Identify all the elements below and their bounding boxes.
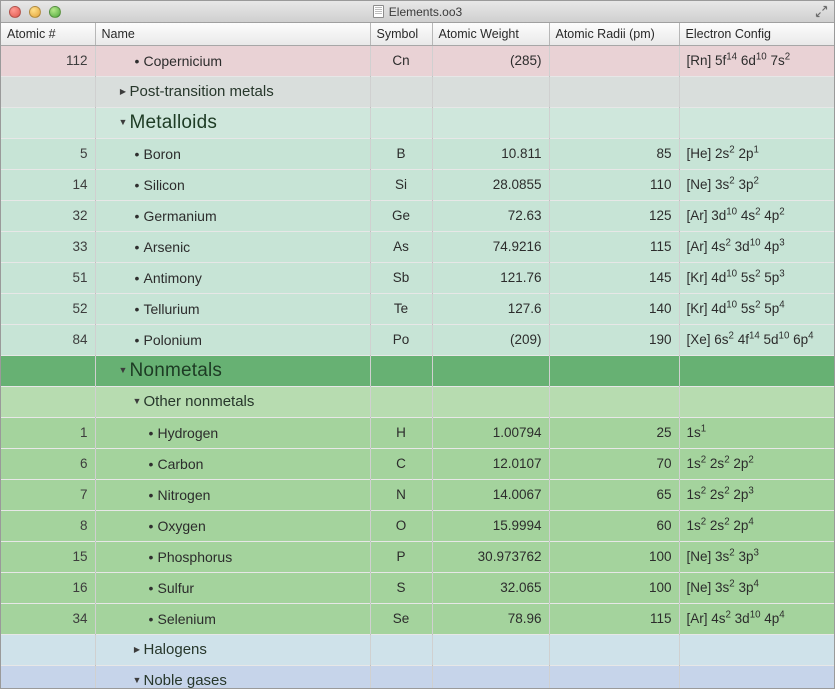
disclosure-triangle-expanded-icon[interactable] xyxy=(117,366,130,375)
cell-name[interactable] xyxy=(95,262,370,293)
bullet-icon xyxy=(145,459,158,468)
cell-atomic-radii[interactable] xyxy=(549,665,679,688)
cell-symbol[interactable]: H xyxy=(370,417,432,448)
cell-atomic-radii[interactable]: 190 xyxy=(549,324,679,355)
cell-electron-config[interactable]: [Ne] $3s^2$ $3p^4$ xyxy=(679,572,834,603)
cell-symbol[interactable]: Si xyxy=(370,169,432,200)
column-header-symbol[interactable]: Symbol xyxy=(370,23,432,45)
bullet-icon xyxy=(131,56,144,65)
cell-name[interactable] xyxy=(95,665,370,688)
cell-name[interactable] xyxy=(95,45,370,76)
bullet-icon xyxy=(145,490,158,499)
bullet-icon xyxy=(145,583,158,592)
cell-name[interactable] xyxy=(95,293,370,324)
cell-electron-config[interactable] xyxy=(679,107,834,138)
cell-symbol[interactable]: P xyxy=(370,541,432,572)
table-row[interactable] xyxy=(1,448,834,479)
column-header-atomic-weight[interactable]: Atomic Weight xyxy=(432,23,549,45)
bullet-icon xyxy=(131,242,144,251)
cell-electron-config[interactable]: [Kr] $4d^{10}$ $5s^2$ $5p^3$ xyxy=(679,262,834,293)
cell-atomic-weight[interactable] xyxy=(432,665,549,688)
bullet-icon xyxy=(131,180,144,189)
cell-symbol[interactable]: As xyxy=(370,231,432,262)
cell-atomic-weight[interactable]: 1.00794 xyxy=(432,417,549,448)
cell-atomic-weight[interactable]: 12.0107 xyxy=(432,448,549,479)
cell-atomic-radii[interactable] xyxy=(549,45,679,76)
cell-electron-config[interactable]: $1s^2$ $2s^2$ $2p^2$ xyxy=(679,448,834,479)
cell-atomic-weight[interactable]: 15.9994 xyxy=(432,510,549,541)
table-row[interactable] xyxy=(1,665,834,688)
cell-name[interactable] xyxy=(95,76,370,107)
cell-symbol[interactable] xyxy=(370,386,432,417)
cell-atomic-weight[interactable]: 72.63 xyxy=(432,200,549,231)
cell-name[interactable] xyxy=(95,355,370,386)
cell-symbol[interactable]: B xyxy=(370,138,432,169)
cell-atomic-weight[interactable]: 32.065 xyxy=(432,572,549,603)
cell-symbol[interactable]: Po xyxy=(370,324,432,355)
cell-atomic-radii[interactable] xyxy=(549,76,679,107)
cell-atomic-radii[interactable] xyxy=(549,355,679,386)
cell-symbol[interactable]: S xyxy=(370,572,432,603)
cell-electron-config[interactable]: [Ne] $3s^2$ $3p^3$ xyxy=(679,541,834,572)
bullet-icon xyxy=(131,335,144,344)
cell-atomic-number[interactable]: 8 xyxy=(1,510,95,541)
column-header-electron-config[interactable]: Electron Config xyxy=(679,23,834,45)
row-label: Sulfur xyxy=(157,579,195,596)
window-title: Elements.oo3 xyxy=(388,4,463,19)
cell-atomic-weight[interactable]: 30.973762 xyxy=(432,541,549,572)
cell-atomic-number[interactable]: 51 xyxy=(1,262,95,293)
outline-table-scroll-area[interactable] xyxy=(1,23,834,688)
cell-atomic-number[interactable] xyxy=(1,76,95,107)
cell-atomic-weight[interactable] xyxy=(432,355,549,386)
table-header-row xyxy=(1,23,834,45)
cell-electron-config[interactable]: $1s^2$ $2s^2$ $2p^3$ xyxy=(679,479,834,510)
table-row[interactable] xyxy=(1,324,834,355)
bullet-icon xyxy=(145,552,158,561)
cell-symbol[interactable] xyxy=(370,76,432,107)
zoom-button[interactable] xyxy=(49,6,61,18)
cell-atomic-radii[interactable]: 65 xyxy=(549,479,679,510)
cell-electron-config[interactable]: [Rn] $5f^{14}$ $6d^{10}$ $7s^2$ xyxy=(679,45,834,76)
cell-atomic-number[interactable]: 6 xyxy=(1,448,95,479)
cell-name[interactable] xyxy=(95,417,370,448)
cell-atomic-radii[interactable]: 85 xyxy=(549,138,679,169)
bullet-icon xyxy=(131,211,144,220)
cell-atomic-number[interactable] xyxy=(1,634,95,665)
row-label: Nonmetals xyxy=(129,359,223,381)
cell-symbol[interactable] xyxy=(370,355,432,386)
table-row[interactable] xyxy=(1,386,834,417)
table-row[interactable] xyxy=(1,510,834,541)
resize-handle-icon[interactable] xyxy=(815,5,828,18)
cell-electron-config[interactable] xyxy=(679,386,834,417)
cell-atomic-radii[interactable]: 70 xyxy=(549,448,679,479)
row-label: Silicon xyxy=(143,176,185,193)
cell-name[interactable] xyxy=(95,138,370,169)
table-row[interactable] xyxy=(1,200,834,231)
cell-atomic-number[interactable]: 34 xyxy=(1,603,95,634)
cell-atomic-number[interactable]: 1 xyxy=(1,417,95,448)
row-label: Nitrogen xyxy=(157,486,211,503)
cell-atomic-number[interactable] xyxy=(1,386,95,417)
cell-atomic-weight[interactable] xyxy=(432,107,549,138)
cell-atomic-radii[interactable]: 25 xyxy=(549,417,679,448)
cell-atomic-weight[interactable] xyxy=(432,76,549,107)
cell-name[interactable] xyxy=(95,107,370,138)
cell-electron-config[interactable]: [Xe] $6s^2$ $4f^{14}$ $5d^{10}$ $6p^4$ xyxy=(679,324,834,355)
disclosure-triangle-collapsed-icon[interactable] xyxy=(117,88,130,96)
table-row[interactable] xyxy=(1,572,834,603)
cell-electron-config[interactable]: [He] $2s^2$ $2p^1$ xyxy=(679,138,834,169)
bullet-icon xyxy=(145,614,158,623)
cell-atomic-number[interactable]: 32 xyxy=(1,200,95,231)
cell-symbol[interactable]: Sb xyxy=(370,262,432,293)
cell-atomic-number[interactable] xyxy=(1,665,95,688)
column-header-atomic-radii[interactable]: Atomic Radii (pm) xyxy=(549,23,679,45)
cell-name[interactable] xyxy=(95,510,370,541)
row-label: Tellurium xyxy=(143,300,200,317)
cell-name[interactable] xyxy=(95,572,370,603)
cell-atomic-number[interactable]: 7 xyxy=(1,479,95,510)
row-label: Arsenic xyxy=(143,238,191,255)
row-label: Copernicium xyxy=(143,52,223,69)
cell-electron-config[interactable]: [Ar] $3d^{10}$ $4s^2$ $4p^2$ xyxy=(679,200,834,231)
cell-atomic-weight[interactable]: 78.96 xyxy=(432,603,549,634)
cell-name[interactable] xyxy=(95,386,370,417)
cell-atomic-radii[interactable]: 140 xyxy=(549,293,679,324)
cell-symbol[interactable] xyxy=(370,665,432,688)
table-row[interactable] xyxy=(1,293,834,324)
cell-atomic-number[interactable]: 33 xyxy=(1,231,95,262)
row-label: Metalloids xyxy=(129,111,218,133)
cell-name[interactable] xyxy=(95,169,370,200)
bullet-icon xyxy=(131,304,144,313)
document-icon xyxy=(373,5,384,18)
outline-table xyxy=(1,23,834,688)
cell-name[interactable] xyxy=(95,541,370,572)
cell-atomic-weight[interactable] xyxy=(432,386,549,417)
title-bar[interactable] xyxy=(1,1,834,23)
cell-name[interactable] xyxy=(95,479,370,510)
row-label: Phosphorus xyxy=(157,548,233,565)
row-label: Hydrogen xyxy=(157,424,219,441)
cell-atomic-radii[interactable]: 100 xyxy=(549,541,679,572)
cell-electron-config[interactable] xyxy=(679,665,834,688)
cell-atomic-radii[interactable]: 125 xyxy=(549,200,679,231)
cell-symbol[interactable]: Cn xyxy=(370,45,432,76)
row-label: Halogens xyxy=(143,641,207,658)
table-row[interactable] xyxy=(1,76,834,107)
cell-electron-config[interactable]: $1s^1$ xyxy=(679,417,834,448)
column-header-atomic-number[interactable]: Atomic # xyxy=(1,23,95,45)
cell-symbol[interactable] xyxy=(370,107,432,138)
cell-atomic-radii[interactable]: 110 xyxy=(549,169,679,200)
window-controls[interactable] xyxy=(9,6,61,18)
cell-symbol[interactable]: Se xyxy=(370,603,432,634)
cell-atomic-weight[interactable]: 10.811 xyxy=(432,138,549,169)
cell-name[interactable] xyxy=(95,603,370,634)
cell-atomic-weight[interactable] xyxy=(432,634,549,665)
row-label: Antimony xyxy=(143,269,202,286)
row-label: Germanium xyxy=(143,207,217,224)
table-row[interactable] xyxy=(1,169,834,200)
cell-atomic-weight[interactable]: 121.76 xyxy=(432,262,549,293)
cell-atomic-weight[interactable]: 74.9216 xyxy=(432,231,549,262)
cell-atomic-radii[interactable]: 115 xyxy=(549,231,679,262)
cell-name[interactable] xyxy=(95,324,370,355)
cell-atomic-number[interactable]: 112 xyxy=(1,45,95,76)
cell-name[interactable] xyxy=(95,634,370,665)
cell-symbol[interactable]: Te xyxy=(370,293,432,324)
disclosure-triangle-expanded-icon[interactable] xyxy=(117,118,130,127)
cell-atomic-number[interactable] xyxy=(1,355,95,386)
cell-atomic-radii[interactable] xyxy=(549,634,679,665)
row-label: Noble gases xyxy=(143,672,227,688)
cell-atomic-number[interactable]: 16 xyxy=(1,572,95,603)
cell-name[interactable] xyxy=(95,200,370,231)
column-header-name[interactable]: Name xyxy=(95,23,370,45)
cell-atomic-radii[interactable] xyxy=(549,107,679,138)
disclosure-triangle-expanded-icon[interactable] xyxy=(131,397,144,406)
cell-atomic-number[interactable]: 5 xyxy=(1,138,95,169)
row-label: Oxygen xyxy=(157,517,206,534)
cell-atomic-radii[interactable]: 115 xyxy=(549,603,679,634)
cell-atomic-number[interactable]: 15 xyxy=(1,541,95,572)
cell-name[interactable] xyxy=(95,448,370,479)
cell-atomic-number[interactable]: 52 xyxy=(1,293,95,324)
cell-atomic-radii[interactable]: 60 xyxy=(549,510,679,541)
cell-symbol[interactable] xyxy=(370,634,432,665)
table-row[interactable] xyxy=(1,231,834,262)
row-label: Carbon xyxy=(157,455,204,472)
cell-atomic-radii[interactable] xyxy=(549,386,679,417)
cell-electron-config[interactable] xyxy=(679,634,834,665)
table-row[interactable] xyxy=(1,603,834,634)
row-label: Selenium xyxy=(157,610,216,627)
cell-symbol[interactable]: O xyxy=(370,510,432,541)
cell-atomic-radii[interactable]: 145 xyxy=(549,262,679,293)
bullet-icon xyxy=(131,273,144,282)
cell-atomic-number[interactable] xyxy=(1,107,95,138)
cell-electron-config[interactable]: $1s^2$ $2s^2$ $2p^4$ xyxy=(679,510,834,541)
cell-name[interactable] xyxy=(95,231,370,262)
cell-atomic-weight[interactable]: (285) xyxy=(432,45,549,76)
table-row[interactable] xyxy=(1,479,834,510)
table-row[interactable] xyxy=(1,107,834,138)
cell-electron-config[interactable]: [Ar] $4s^2$ $3d^{10}$ $4p^4$ xyxy=(679,603,834,634)
cell-electron-config[interactable]: [Ar] $4s^2$ $3d^{10}$ $4p^3$ xyxy=(679,231,834,262)
window-title-group xyxy=(1,5,834,19)
disclosure-triangle-collapsed-icon[interactable] xyxy=(131,646,144,654)
table-row[interactable] xyxy=(1,262,834,293)
row-label: Post-transition metals xyxy=(129,83,274,100)
cell-atomic-weight[interactable]: 127.6 xyxy=(432,293,549,324)
cell-atomic-weight[interactable]: (209) xyxy=(432,324,549,355)
row-label: Polonium xyxy=(143,331,202,348)
table-row[interactable] xyxy=(1,541,834,572)
table-row[interactable] xyxy=(1,45,834,76)
cell-atomic-weight[interactable]: 28.0855 xyxy=(432,169,549,200)
cell-symbol[interactable]: N xyxy=(370,479,432,510)
cell-symbol[interactable]: C xyxy=(370,448,432,479)
disclosure-triangle-expanded-icon[interactable] xyxy=(131,676,144,685)
close-button[interactable] xyxy=(9,6,21,18)
row-label: Other nonmetals xyxy=(143,393,255,410)
bullet-icon xyxy=(131,149,144,158)
bullet-icon xyxy=(145,428,158,437)
cell-atomic-radii[interactable]: 100 xyxy=(549,572,679,603)
cell-atomic-number[interactable]: 84 xyxy=(1,324,95,355)
cell-electron-config[interactable] xyxy=(679,355,834,386)
table-row[interactable] xyxy=(1,417,834,448)
minimize-button[interactable] xyxy=(29,6,41,18)
cell-electron-config[interactable] xyxy=(679,76,834,107)
table-row[interactable] xyxy=(1,138,834,169)
cell-electron-config[interactable]: [Kr] $4d^{10}$ $5s^2$ $5p^4$ xyxy=(679,293,834,324)
cell-electron-config[interactable]: [Ne] $3s^2$ $3p^2$ xyxy=(679,169,834,200)
row-label: Boron xyxy=(143,145,181,162)
table-row[interactable] xyxy=(1,355,834,386)
table-body xyxy=(1,45,834,688)
cell-symbol[interactable]: Ge xyxy=(370,200,432,231)
cell-atomic-weight[interactable]: 14.0067 xyxy=(432,479,549,510)
bullet-icon xyxy=(145,521,158,530)
cell-atomic-number[interactable]: 14 xyxy=(1,169,95,200)
table-row[interactable] xyxy=(1,634,834,665)
